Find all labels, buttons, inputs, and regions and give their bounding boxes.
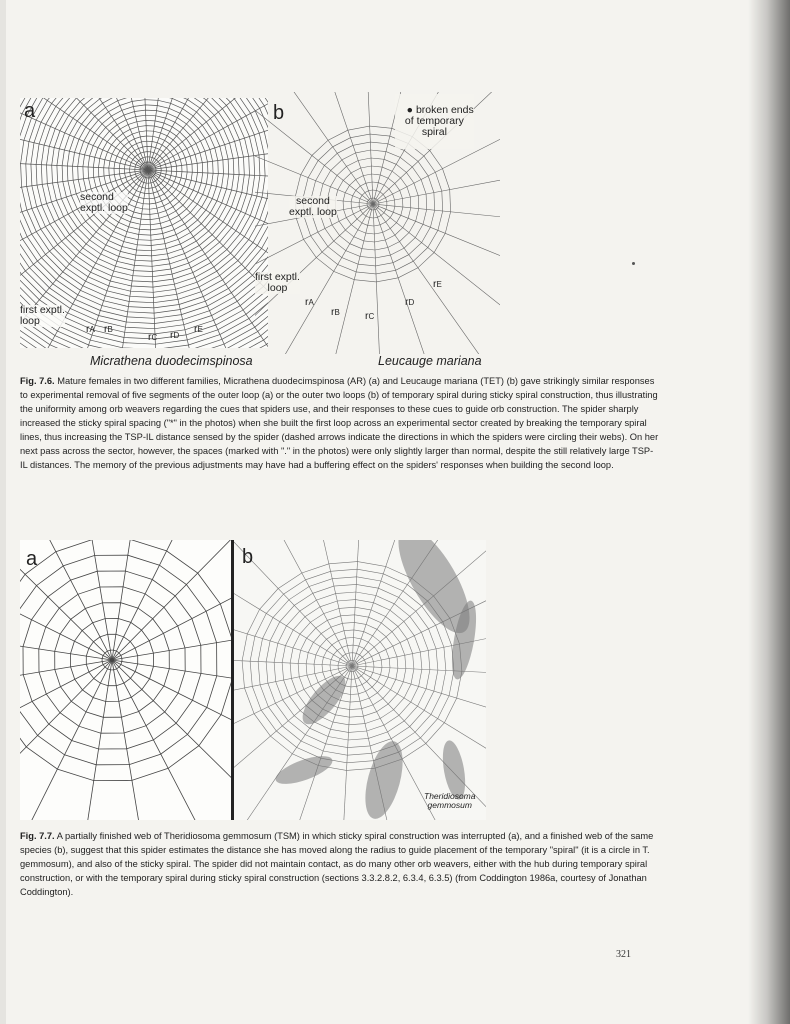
first-exptl-loop-label-a: first exptl. loop	[20, 304, 65, 327]
figure-7-7-panel-a	[20, 540, 232, 820]
theridiosoma-finished-web-photo	[234, 540, 486, 820]
second-exptl-loop-label-b: second exptl. loop	[289, 195, 337, 218]
theridiosoma-partial-web-photo	[20, 540, 232, 820]
figure-7-6-panel-a: a second exptl. loop first exptl. loop rA rB rC rD rE	[20, 98, 268, 348]
panel-letter-b: b	[273, 102, 285, 124]
caption-text: Mature females in two different families, Micrathena duodecimspinosa (AR) (a) and Leucauge mariana (TET) (b) gave strikingly similar responses to experimental removal of five segments of the outer loop (a) or the outer two loops (b) of temporary spiral during sticky spiral construction, thus illustrating the uniformity among orb weavers regarding the cues that spiders use, and their responses to these cues to guide orb construction. The spider sharply increased the sticky spiral spacing ("*" in the photos) when she built the first loop across an experimental sector created by breaking the temporary spiral lines, thus increasing the TSP-IL distance sensed by the spider (dashed arrows indicate the directions in which the spiders were circling their webs). On her next pass across the sector, however, the spaces (marked with "." in the photos) were only slightly larger than normal, despite the still relatively large TSP-IL distances. The memory of the previous adjustments may have had a buffering effect on the spiders' responses when building the second loop.	[20, 376, 659, 470]
caption-label: Fig. 7.6.	[20, 376, 55, 386]
species-label-micrathena: Micrathena duodecimspinosa	[90, 354, 253, 368]
species-label-theridiosoma: Theridiosoma gemmosum	[424, 791, 476, 810]
page-edge	[0, 0, 6, 1024]
book-gutter-shadow	[748, 0, 790, 1024]
panel-letter-7b: b	[242, 546, 254, 568]
panel-letter-7a: a	[26, 548, 38, 570]
figure-7-6-panel-b: b ● broken ends of temporary spiral second exptl. loop first exptl. loop rA rB rC rD rE	[255, 92, 500, 354]
dust-speck	[632, 262, 635, 265]
figure-7-7-caption	[20, 829, 660, 899]
panel-letter-a: a	[24, 100, 36, 122]
page-number: 321	[616, 949, 631, 960]
species-label-leucauge: Leucauge mariana	[378, 354, 482, 368]
second-exptl-loop-label-a: second exptl. loop	[80, 191, 128, 214]
figure-7-7-panel-b	[234, 540, 486, 820]
legend-dot-icon: ●	[406, 104, 416, 116]
caption-text-7-7: A partially finished web of Theridiosoma gemmosum (TSM) in which sticky spiral construction was interrupted (a), and a finished web of the same species (b), suggest that this spider estimates the distance she has moved along the radius to guide placement of the temporary "spiral" (it is a circle in T. gemmosum), and also of the sticky spiral. The spider did not maintain contact, as do many other orb weavers, either with the hub during temporary spiral construction, or with the temporary spiral during sticky spiral construction (sections 3.3.2.8.2, 6.3.4, 6.3.5) (from Coddington 1986a, courtesy of Jonathan Coddington).	[20, 831, 654, 897]
legend-broken-ends-label: ● broken ends of temporary spiral	[395, 94, 474, 149]
figure-7-6-caption	[20, 374, 660, 472]
first-exptl-loop-label-b: first exptl. loop	[255, 271, 300, 294]
caption-label-7-7: Fig. 7.7.	[20, 831, 55, 841]
